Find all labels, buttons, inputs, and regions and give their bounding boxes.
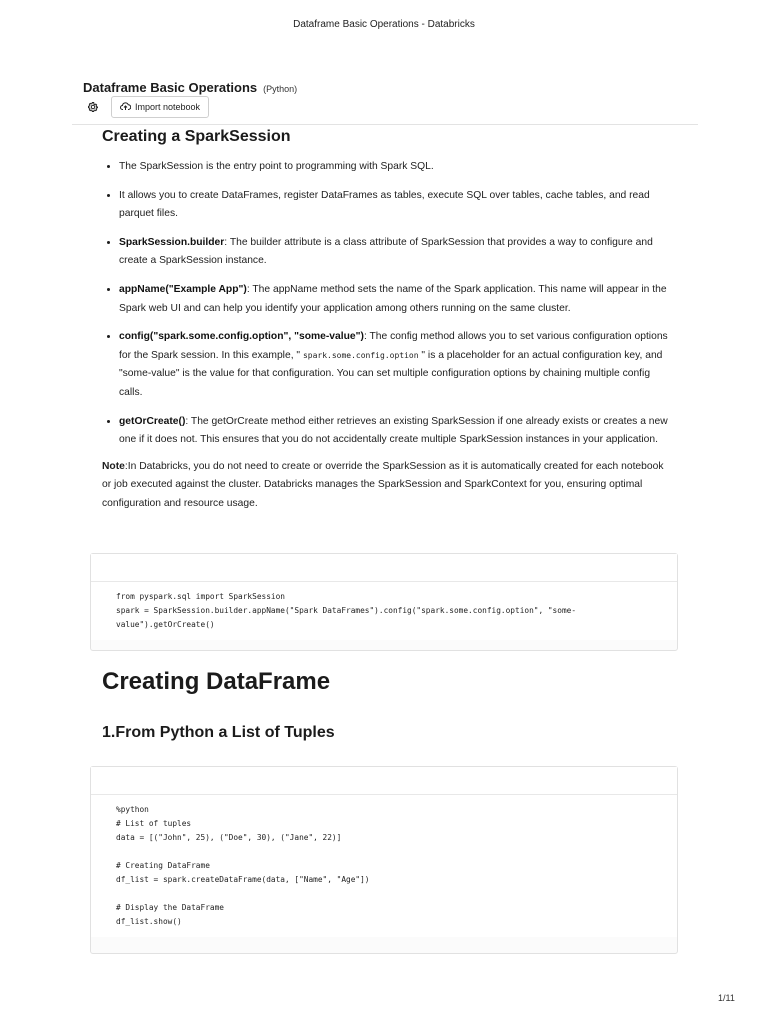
notebook-title: Dataframe Basic Operations [83, 80, 258, 95]
import-notebook-label: Import notebook [135, 102, 201, 112]
cloud-import-icon [120, 102, 131, 113]
cell-toolbar [91, 554, 677, 582]
page-number: 1/11 [718, 993, 735, 1003]
list-item: • config("spark.some.config.option", "some-value"): The config method allows you to set various configuration options for the Spark session. In this example, " spark.some.config.option " is a placeholder for an actual configuration key, and "some-value" is the value for that configuration. You can set multiple configuration options by chaining multiple config calls. [119, 328, 674, 402]
notebook-language: (Python) [263, 84, 298, 94]
list-item: • The SparkSession is the entry point to programming with Spark SQL. [119, 158, 674, 177]
inline-code: spark.some.config.option [302, 350, 419, 360]
section-heading-large: Creating DataFrame [102, 668, 331, 695]
subsection-heading: 1.From Python a List of Tuples [102, 724, 335, 741]
list-item: • It allows you to create DataFrames, register DataFrames as tables, execute SQL over tables, cache tables, and read parquet files. [119, 187, 674, 224]
section-heading: Creating a SparkSession [102, 128, 291, 145]
bullet-list [102, 158, 674, 450]
cell-toolbar [91, 767, 677, 795]
markdown-cell [102, 127, 674, 514]
notebook-toolbar [83, 96, 209, 118]
print-header: Dataframe Basic Operations - Databricks [293, 19, 475, 30]
code-block[interactable]: %python # List of tuples data = [("John", 25), ("Doe", 30), ("Jane", 22)] # Creating DataFrame df_list = spark.createDataFrame(data, ["Name", "Age"]) # Display the DataFrame df_list.show() [91, 795, 677, 937]
import-notebook-button[interactable] [111, 96, 209, 118]
notebook-title-bar [83, 80, 297, 95]
note-paragraph: Note:In Databricks, you do not need to create or override the SparkSession as it is automatically created for each notebook or job executed against the cluster. Databricks manages the SparkSession and SparkContext for you, ensuring optimal configuration and resource usage. [102, 460, 664, 509]
gear-icon[interactable] [83, 97, 103, 117]
list-item: • getOrCreate(): The getOrCreate method either retrieves an existing SparkSession if one already exists or creates a new one if it does not. This ensures that you do not accidentally create multiple SparkSession instances in your application. [119, 413, 674, 450]
code-cell[interactable] [90, 553, 678, 651]
code-block[interactable]: from pyspark.sql import SparkSession spark = SparkSession.builder.appName("Spark DataFrames").config("spark.some.config.option", "some- value").getOrCreate() [91, 582, 677, 640]
list-item: • SparkSession.builder: The builder attribute is a class attribute of SparkSession that provides a way to configure and create a SparkSession instance. [119, 234, 674, 271]
list-item: • appName("Example App"): The appName method sets the name of the Spark application. This name will appear in the Spark web UI and can help you identify your application among others running on the same cluster. [119, 281, 674, 318]
header-divider [72, 124, 698, 125]
code-cell[interactable] [90, 766, 678, 954]
